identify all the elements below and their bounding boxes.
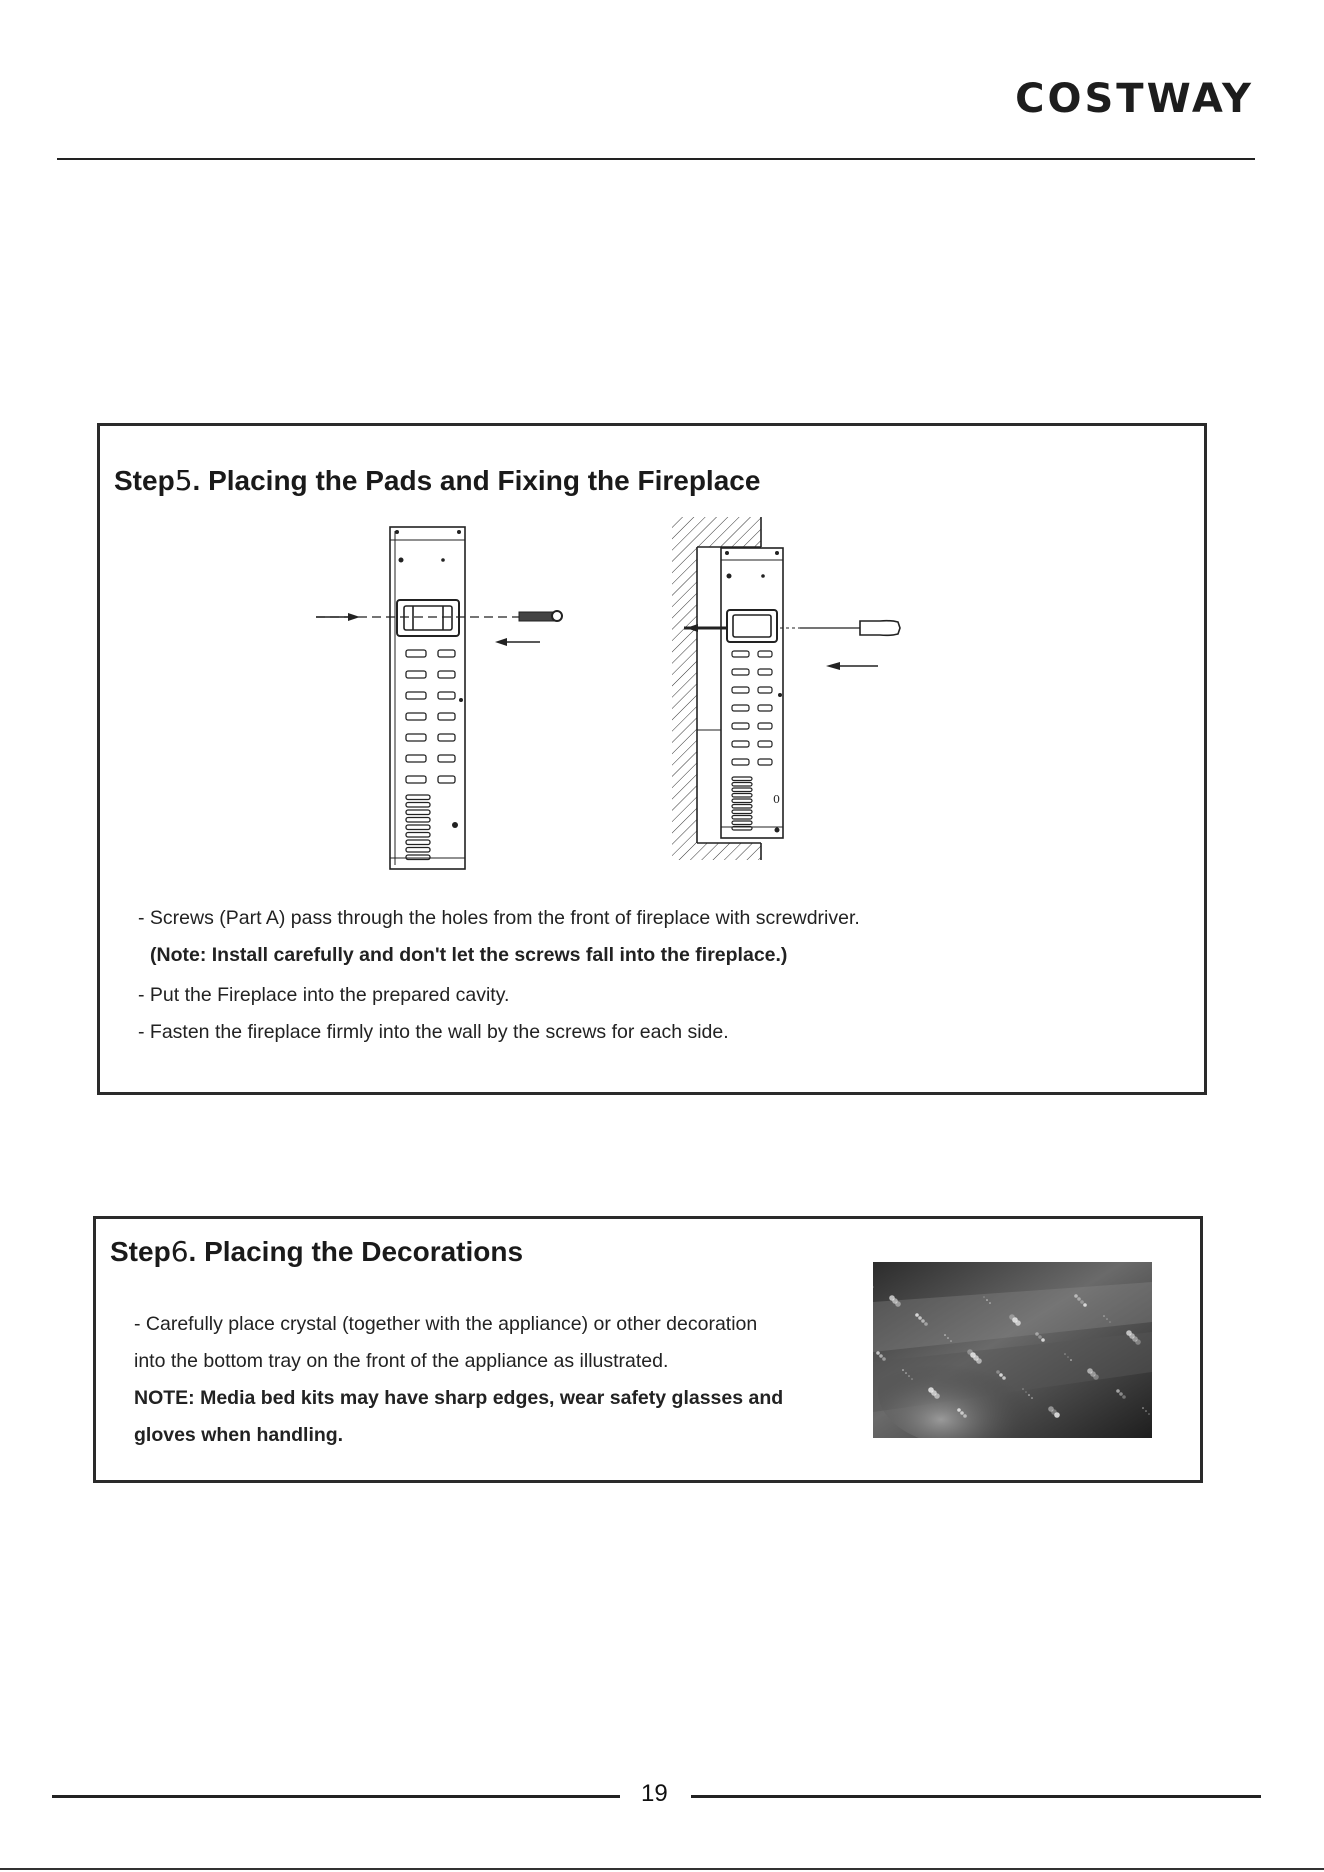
crystal-decoration-photo — [873, 1262, 1152, 1438]
step5-prefix: Step — [114, 465, 175, 496]
svg-text:0: 0 — [773, 793, 780, 806]
footer-divider-right — [691, 1795, 1261, 1798]
step6-title-text: . Placing the Decorations — [188, 1236, 524, 1267]
step6-note-2: gloves when handling. — [134, 1424, 344, 1446]
step5-instruction-2: - Put the Fireplace into the prepared cavity. — [138, 984, 510, 1006]
header-divider — [57, 158, 1255, 160]
step5-instruction-3: - Fasten the fireplace firmly into the wall by the screws for each side. — [138, 1021, 729, 1043]
step5-note: (Note: Install carefully and don't let the screws fall into the fireplace.) — [150, 944, 788, 966]
step6-prefix: Step — [110, 1236, 171, 1267]
step6-instruction-1: - Carefully place crystal (together with the appliance) or other decoration — [134, 1313, 758, 1335]
footer-divider-left — [52, 1795, 620, 1798]
page-bottom-edge — [0, 1868, 1324, 1870]
step5-title — [114, 464, 760, 497]
step5-instruction-1: - Screws (Part A) pass through the holes from the front of fireplace with screwdriver. — [138, 907, 860, 929]
page-number: 19 — [641, 1780, 668, 1807]
step6-number: 6 — [170, 1235, 189, 1268]
step6-title — [110, 1235, 523, 1268]
step6-note-1: NOTE: Media bed kits may have sharp edges, wear safety glasses and — [134, 1387, 784, 1409]
step5-title-text: . Placing the Pads and Fixing the Fireplace — [192, 465, 761, 496]
brand-logo: COSTWAY — [1015, 76, 1254, 122]
step6-instruction-2: into the bottom tray on the front of the appliance as illustrated. — [134, 1350, 669, 1372]
step5-number: 5 — [174, 464, 193, 497]
